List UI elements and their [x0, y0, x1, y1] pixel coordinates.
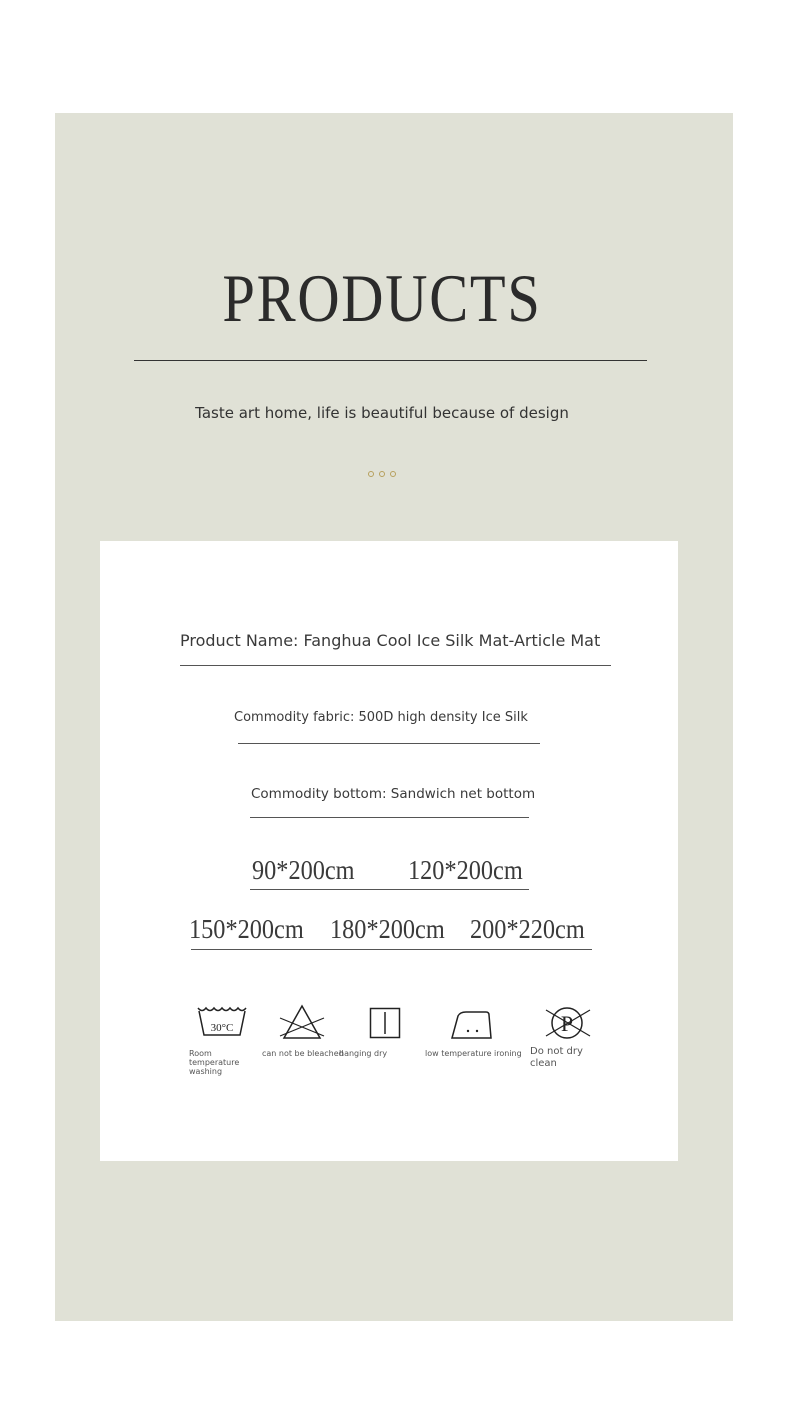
- size-option: 180*200cm: [330, 914, 445, 944]
- page-title: PRODUCTS: [222, 260, 542, 336]
- dry-clean-letter: P: [560, 1011, 574, 1036]
- care-label-bleach: can not be bleached: [262, 1049, 344, 1058]
- dot-icon: [368, 471, 374, 477]
- size-option: 150*200cm: [189, 914, 304, 944]
- low-iron-icon: [450, 1009, 494, 1041]
- decorative-dots: [368, 471, 398, 479]
- care-label-hang: hanging dry: [339, 1049, 388, 1058]
- no-bleach-icon: [279, 1004, 325, 1040]
- size-option: 90*200cm: [252, 855, 355, 885]
- sizes-row2-rule: [191, 949, 592, 950]
- product-name: Product Name: Fanghua Cool Ice Silk Mat-Article Mat: [180, 631, 601, 650]
- no-dry-clean-icon: [544, 1004, 592, 1042]
- wash-30-icon: [196, 1005, 248, 1039]
- product-name-rule: [180, 665, 611, 666]
- commodity-bottom: Commodity bottom: Sandwich net bottom: [251, 786, 536, 802]
- bottom-rule: [250, 817, 529, 818]
- title-divider: [134, 360, 647, 361]
- dot-icon: [390, 471, 396, 477]
- sizes-row1-rule: [250, 889, 529, 890]
- tagline: Taste art home, life is beautiful because of design: [195, 404, 569, 422]
- care-label-dry-clean: Do not dry clean: [530, 1046, 583, 1069]
- hang-dry-icon: [369, 1007, 403, 1041]
- care-label-iron: low temperature ironing: [425, 1049, 522, 1058]
- care-label-wash: Room temperature washing: [189, 1049, 240, 1076]
- size-option: 120*200cm: [408, 855, 523, 885]
- fabric-rule: [238, 743, 540, 744]
- commodity-fabric: Commodity fabric: 500D high density Ice Silk: [234, 710, 528, 725]
- size-option: 200*220cm: [470, 914, 585, 944]
- dot-icon: [379, 471, 385, 477]
- wash-temp-label: 30°C: [210, 1022, 234, 1034]
